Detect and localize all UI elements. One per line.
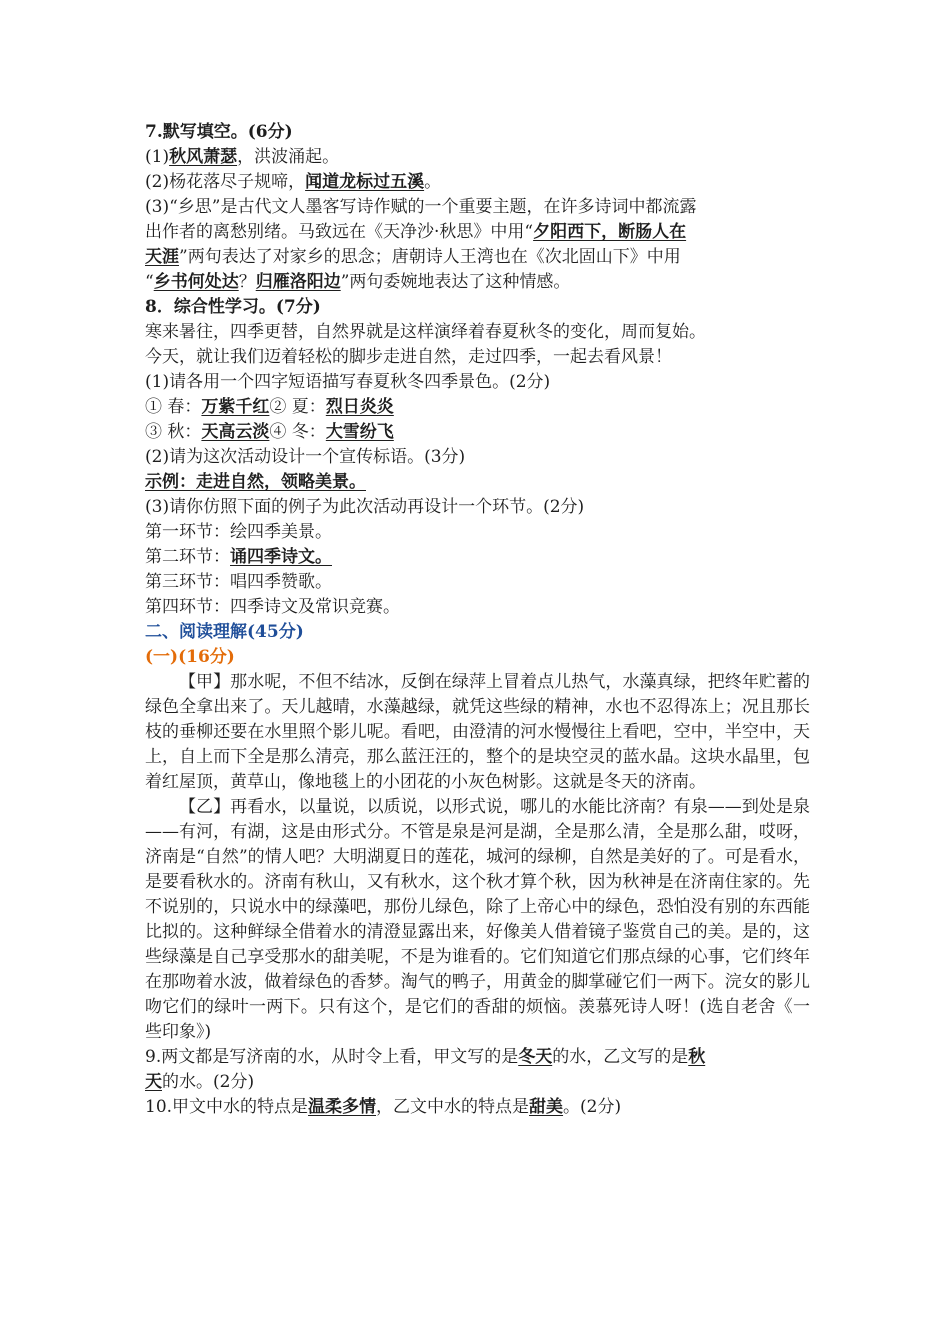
answer: 秋风萧瑟 [169, 147, 238, 167]
answer: 烈日炎炎 [325, 397, 394, 417]
q8-stage-3: 第三环节：唱四季赞歌。 [145, 572, 332, 592]
answer: 天高云淡 [201, 422, 270, 442]
q7-item-2: (2)杨花落尽子规啼，闻道龙标过五溪。 [145, 172, 442, 192]
q9-line-2: 天的水。(2分) [145, 1072, 255, 1092]
answer: 大雪纷飞 [325, 422, 394, 442]
q10-line: 10.甲文中水的特点是温柔多情，乙文中水的特点是甜美。(2分) [145, 1097, 622, 1117]
q8-season-row-1: ① 春：万紫千红② 夏：烈日炎炎 [145, 397, 394, 417]
q8-intro-1: 寒来暑往，四季更替，自然界就是这样演绎着春夏秋冬的变化，周而复始。 [145, 322, 706, 342]
answer: 归雁洛阳边 [255, 272, 341, 292]
q7-item-3-line-2: 出作者的离愁别绪。马致远在《天净沙·秋思》中用“夕阳西下，断肠人在 [145, 222, 687, 242]
answer: 万紫千红 [201, 397, 270, 417]
answer: 天 [145, 1072, 162, 1092]
answer: 示例：走进自然，领略美景。 [145, 472, 366, 492]
q8-stage-1: 第一环节：绘四季美景。 [145, 522, 332, 542]
q8-sub-3: (3)请你仿照下面的例子为此次活动再设计一个环节。(2分) [145, 497, 585, 517]
passage-b: 【乙】再看水，以量说，以质说，以形式说，哪儿的水能比济南？有泉——到处是泉——有河，有湖，这是由形式分。不管是泉是河是湖，全是那么清，全是那么甜，哎呀，济南是“自然”的情人吧？大明湖夏日的莲花，城河的绿柳，自然是美好的了。可是看水，是要看秋水的。济南有秋山，又有秋水，这个秋才算个秋，因为秋神是在济南住家的。先不说别的，只说水中的绿藻吧，那份儿绿色，除了上帝心中的绿色，恐怕没有别的东西能比拟的。这种鲜绿全借着水的清澄显露出来，好像美人借着镜子鉴赏自己的美。是的，这些绿藻是自己享受那水的甜美呢，不是为谁看的。它们知道它们那点绿的心事，它们终年在那吻着水波，做着绿色的香梦。淘气的鸭子，用黄金的脚掌碰它们一两下。浣女的影儿吻它们的绿叶一两下。只有这个，是它们的香甜的烦恼。羡慕死诗人呀！(选自老舍《一些印象》) [145, 797, 810, 1042]
section-2-title: 二、阅读理解(45分) [145, 622, 304, 642]
q7-item-3-line-1: (3)“乡思”是古代文人墨客写诗作赋的一个重要主题，在许多诗词中都流露 [145, 197, 697, 217]
answer: 冬天 [518, 1047, 553, 1067]
q7-item-3-line-3: 天涯”两句表达了对家乡的思念；唐朝诗人王湾也在《次北固山下》中用 [145, 247, 681, 267]
answer: 诵四季诗文。 [230, 547, 332, 567]
q8-intro-2: 今天，就让我们迈着轻松的脚步走进自然，走过四季，一起去看风景！ [145, 347, 672, 367]
document-content [145, 120, 810, 1120]
section-2-part-1-title: (一)(16分) [145, 647, 235, 667]
q8-title: 8．综合性学习。(7分) [145, 297, 321, 317]
answer: 天涯 [145, 247, 179, 267]
q8-sub-1: (1)请各用一个四字短语描写春夏秋冬四季景色。(2分) [145, 372, 551, 392]
q7-title: 7.默写填空。(6分) [145, 122, 293, 142]
answer: 夕阳西下，断肠人在 [533, 222, 687, 242]
q7-item-1: (1)秋风萧瑟，洪波涌起。 [145, 147, 340, 167]
q8-stage-4: 第四环节：四季诗文及常识竞赛。 [145, 597, 400, 617]
answer: 闻道龙标过五溪 [305, 172, 425, 192]
q8-slogan [145, 470, 810, 495]
answer: 秋 [688, 1047, 706, 1067]
answer: 温柔多情 [308, 1097, 377, 1117]
q9-line-1: 9.两文都是写济南的水，从时令上看，甲文写的是冬天的水，乙文写的是秋 [145, 1047, 706, 1067]
q7-item-3-line-4: “乡书何处达？归雁洛阳边”两句委婉地表达了这种情感。 [145, 272, 571, 292]
answer: 乡书何处达 [153, 272, 239, 292]
q8-sub-2: (2)请为这次活动设计一个宣传标语。(3分) [145, 447, 466, 467]
answer: 甜美 [529, 1097, 564, 1117]
q8-stage-2: 第二环节：诵四季诗文。 [145, 547, 332, 567]
passage-a: 【甲】那水呢，不但不结冰，反倒在绿萍上冒着点儿热气，水藻真绿，把终年贮蓄的绿色全拿出来了。天儿越晴，水藻越绿，就凭这些绿的精神，水也不忍得冻上；况且那长枝的垂柳还要在水里照个影儿呢。看吧，由澄清的河水慢慢往上看吧，空中，半空中，天上，自上而下全是那么清亮，那么蓝汪汪的，整个的是块空灵的蓝水晶。这块水晶里，包着红屋顶，黄草山，像地毯上的小团花的小灰色树影。这就是冬天的济南。 [145, 672, 810, 792]
q8-season-row-2: ③ 秋：天高云淡④ 冬：大雪纷飞 [145, 422, 394, 442]
